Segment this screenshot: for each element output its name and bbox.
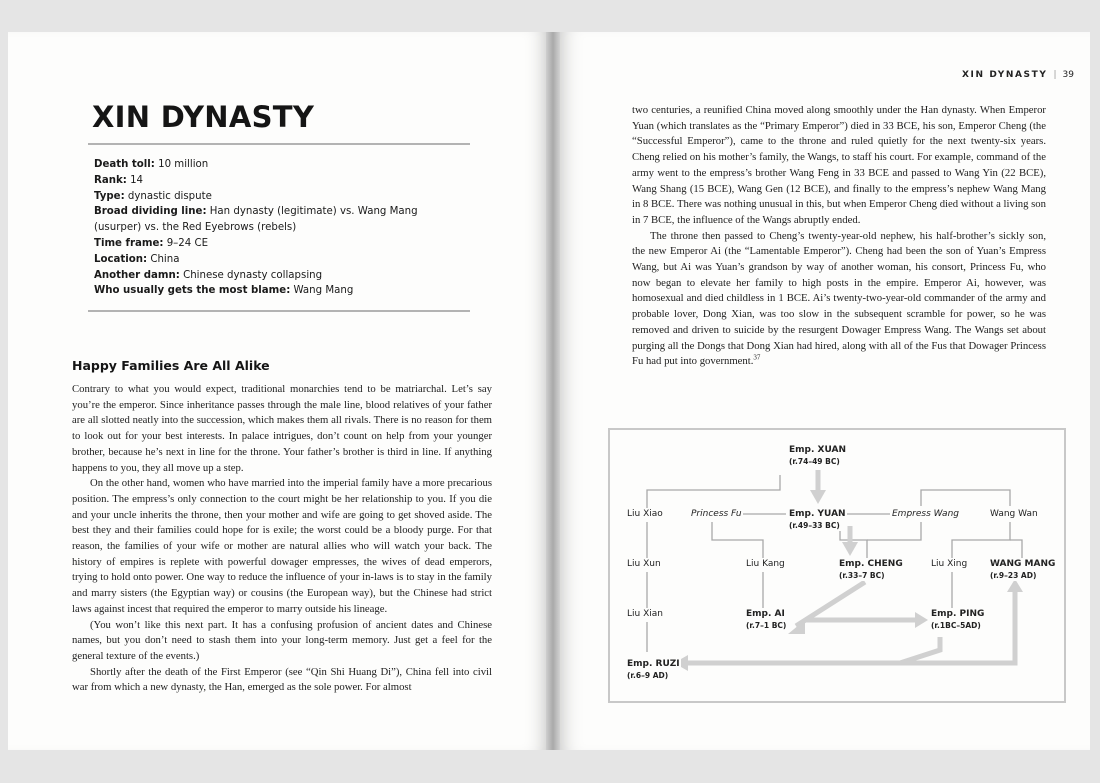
paragraph: Contrary to what you would expect, traditional monarchies tend to be matriarchal. Let’s say you’re the emperor. Since inheritance passes through the male line, blood relatives of your father are all slotted neatly into the succession, which makes them all rivals. There is no reason for them to look out for your best interests. In palace intrigues, don’t count on help from your younger brother, because he’s next in line for the throne. Your father’s brother is third in line. If anything happens to you, they all move up a step.	[72, 383, 492, 474]
family-tree-diagram	[608, 428, 1066, 703]
node-wang-mang: WANG MANG (r.9–23 AD)	[990, 559, 1056, 580]
fact-type: Type: dynastic dispute	[94, 190, 212, 202]
facts-box	[94, 157, 468, 299]
right-body-text	[632, 103, 1046, 370]
chapter-title: XIN DYNASTY	[92, 100, 315, 134]
book-spine	[546, 32, 560, 750]
node-emp-ping: Emp. PING (r.1BC–5AD)	[931, 609, 985, 630]
node-princess-fu: Princess Fu	[691, 509, 742, 519]
line-wangwan-wangmang	[1010, 540, 1022, 558]
node-emp-ruzi: Emp. RUZI (r.6–9 AD)	[627, 659, 680, 680]
fact-most-blame: Who usually gets the most blame: Wang Mang	[94, 285, 354, 297]
fact-death-toll: Death toll: 10 million	[94, 159, 209, 170]
arrowhead-yuan	[810, 490, 826, 504]
node-liu-xiao: Liu Xiao	[627, 509, 663, 519]
arrowhead-cheng	[842, 542, 858, 556]
section-heading: Happy Families Are All Alike	[72, 358, 270, 373]
paragraph: (You won’t like this next part. It has a confusing profusion of ancient dates and Chinese names, but you don’t need to stash them into your long-term memory. Just get a feel for the general texture of the events.)	[72, 618, 492, 662]
fact-dividing-line: Broad dividing line: Han dynasty (legitimate) vs. Wang Mang (usurper) vs. the Red Eyebrows (rebels)	[94, 206, 418, 234]
running-separator: |	[1053, 70, 1057, 80]
left-body-text	[72, 382, 492, 696]
facts-bottom-rule	[88, 310, 470, 312]
paragraph: The throne then passed to Cheng’s twenty-year-old nephew, his half-brother’s sickly son, the new Emperor Ai (the “Lamentable Emperor”). Cheng had been the son of Yuan’s Empress Wang, but Ai was Yuan’s grandson by way of another woman, his consort, Princess Fu, who now began to elevate her family to high posts in the empire. Emperor Ai, however, was homosexual and died childless in 1 BCE. Ai’s twenty-two-year-old commander of the army and probable lover, Dong Xian, was too slow in the subsequent scramble for power, so he was removed and driven to suicide by the resurgent Dowager Empress Wang. The Wangs set about purging all the Dongs that Dong Xian had hired, along with all of the Fus that Dowager Princess Fu had put into government.$^{37}$	[632, 229, 1046, 368]
running-title: XIN DYNASTY	[961, 70, 1048, 80]
node-emp-cheng: Emp. CHENG (r.33–7 BC)	[839, 559, 903, 580]
node-emp-ai: Emp. AI (r.7–1 BC)	[746, 609, 787, 630]
paragraph: two centuries, a reunified China moved along smoothly under the Han dynasty. When Emperor Yuan (which translates as the “Primary Emperor”) died in 33 BCE, his son, Emperor Cheng (the “Successful Emperor”), came to the throne and ruled quietly for the next twenty-six years. Cheng relied on his mother’s family, the Wangs, to staff his court. For example, command of the army went to the empress’s brother Wang Feng in 33 BCE and passed to Wang Yin (22 BCE), Wang Shang (15 BCE), Wang Gen (12 BCE), and finally to the empress’s nephew Wang Mang in 8 BCE. There was nothing unusual in this, but when Emperor Cheng died without a living son in 7 BCE, the influence of the Wangs abruptly ended.	[632, 104, 1046, 226]
node-liu-xing: Liu Xing	[931, 559, 968, 569]
line-fu-liukang	[712, 522, 763, 558]
footnote-marker: 37	[753, 353, 761, 362]
line-xuan-liuxiao	[647, 475, 780, 510]
line-wangwan-liuxing	[952, 522, 1010, 558]
line-wang-cheng	[867, 522, 921, 540]
node-emp-yuan: Emp. YUAN (r.49–33 BC)	[789, 509, 846, 530]
fact-rank: Rank: 14	[94, 174, 144, 186]
fact-time-frame: Time frame: 9–24 CE	[94, 237, 209, 249]
running-head	[962, 70, 1074, 80]
facts-top-rule	[88, 143, 470, 145]
arrow-ping-ruzi	[688, 637, 940, 663]
page-number: 39	[1062, 70, 1074, 80]
node-liu-kang: Liu Kang	[746, 559, 785, 569]
paragraph: Shortly after the death of the First Emperor (see “Qin Shi Huang Di”), China fell into civil war from which a new dynasty, the Han, emerged as the sole power. For almost	[72, 665, 492, 694]
fact-location: Location: China	[94, 253, 180, 265]
node-emp-xuan: Emp. XUAN (r.74–49 BC)	[789, 445, 846, 466]
node-wang-wan: Wang Wan	[990, 509, 1038, 519]
paragraph: On the other hand, women who have married into the imperial family have a more precarious position. The empress’s only connection to the court might be her relationship to you. If you die and your uncle inherits the throne, then your mother and wife are going to get shoved aside. The best they and their families could hope for is exile; the worst could be a bloody purge. For that reason, the families of your wife or mother are natural allies who will watch your back. The history of empires is replete with powerful dowager empresses, the wives of dead emperors, trying to hold onto power. One way to reduce the influence of your in-laws is to stay in the family and marry sisters (the Egyptian way) or cousins (the European way), but the Chinese had strict laws against incest that required the emperor to marry outside his lineage.	[72, 477, 492, 615]
line-wang-wangwan	[921, 490, 1010, 506]
node-empress-wang: Empress Wang	[892, 509, 959, 519]
arrowhead-ping	[915, 612, 928, 628]
node-liu-xian: Liu Xian	[627, 609, 663, 619]
node-liu-xun: Liu Xun	[627, 559, 661, 569]
fact-another-damn: Another damn: Chinese dynasty collapsing	[94, 269, 323, 281]
